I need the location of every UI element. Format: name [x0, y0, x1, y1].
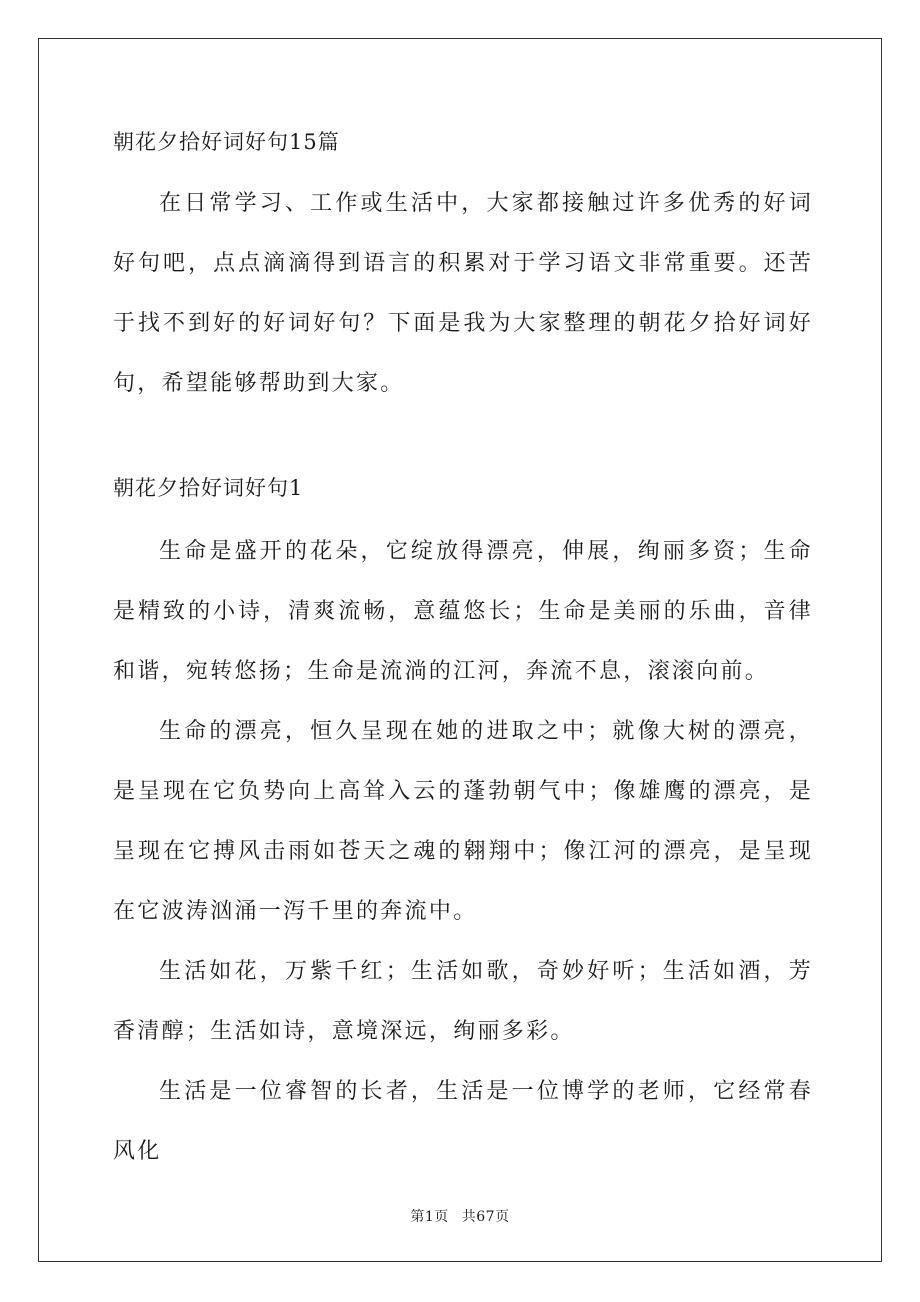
page-number: 第1页 — [410, 1209, 449, 1225]
page-footer — [0, 1206, 920, 1226]
paragraph-2: 生命的漂亮，恒久呈现在她的进取之中；就像大树的漂亮，是呈现在它负势向上高耸入云的蓬勃朝气中；像雄鹰的漂亮，是呈现在它搏风击雨如苍天之魂的翱翔中；像江河的漂亮，是呈现在它波涛汹涌一泻千里的奔流中。 — [113, 719, 813, 924]
document-body — [113, 118, 813, 1182]
paragraph-4: 生活是一位睿智的长者，生活是一位博学的老师，它经常春风化 — [113, 1079, 813, 1164]
total-pages: 共67页 — [461, 1209, 510, 1225]
intro-paragraph: 在日常学习、工作或生活中，大家都接触过许多优秀的好词好句吧，点点滴滴得到语言的积累对于学习语文非常重要。还苦于找不到好的好词好句？下面是我为大家整理的朝花夕拾好词好句，希望能够帮助到大家。 — [113, 191, 813, 396]
section-title: 朝花夕拾好词好句1 — [113, 476, 304, 500]
paragraph-1: 生命是盛开的花朵，它绽放得漂亮，伸展，绚丽多资；生命是精致的小诗，清爽流畅，意蕴悠长；生命是美丽的乐曲，音律和谐，宛转悠扬；生命是流淌的江河，奔流不息，滚滚向前。 — [113, 539, 813, 684]
paragraph-3: 生活如花，万紫千红；生活如歌，奇妙好听；生活如酒，芳香清醇；生活如诗，意境深远，绚丽多彩。 — [113, 959, 813, 1044]
document-title: 朝花夕拾好词好句15篇 — [113, 130, 340, 154]
